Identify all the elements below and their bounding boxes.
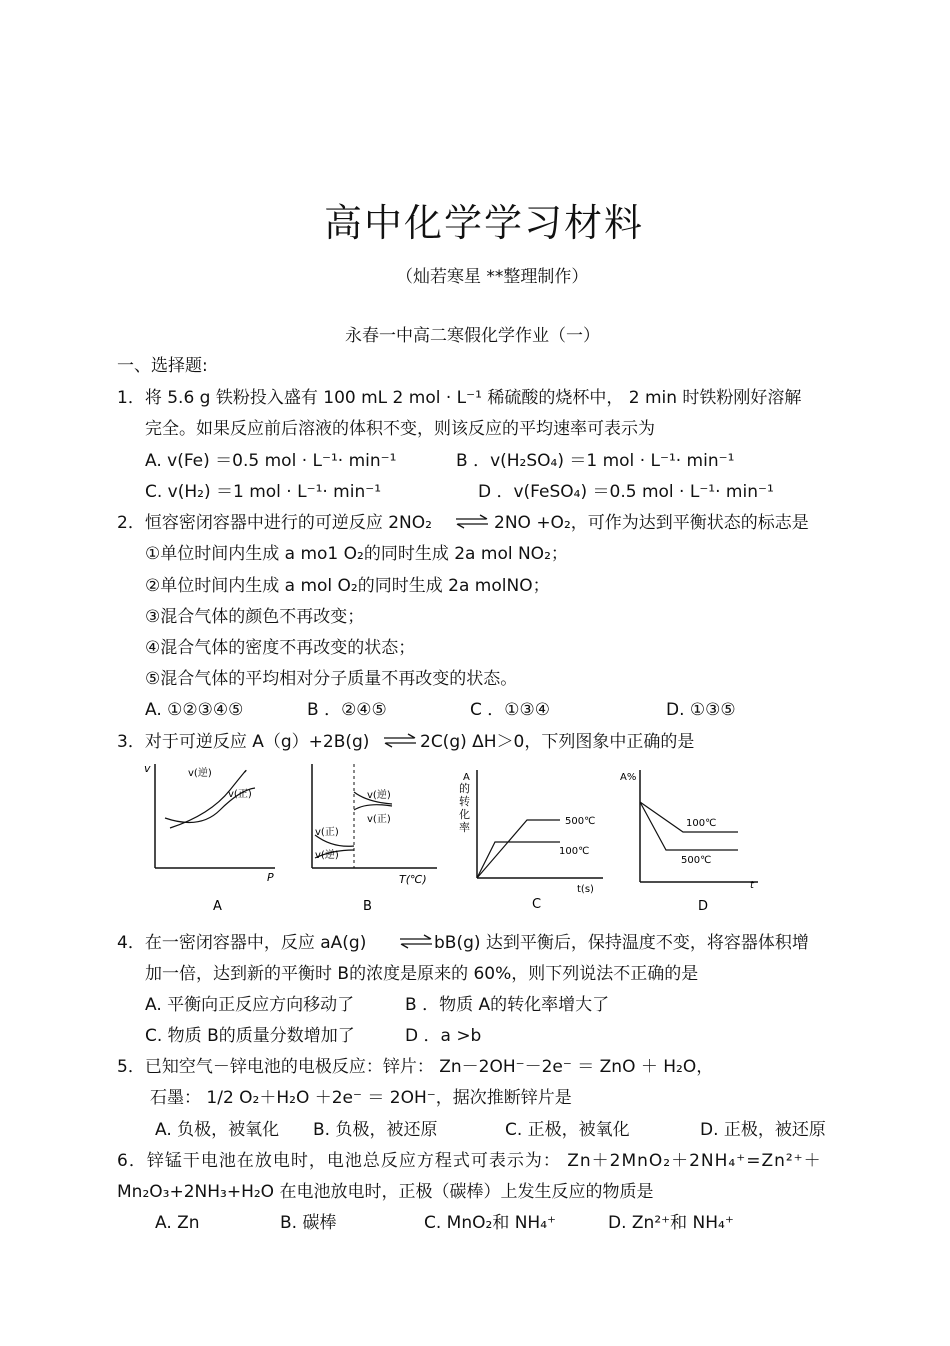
graph-a-caption: A: [213, 899, 222, 914]
q1-stem-1: 1．将 5.6 g 铁粉投入盛有 100 mL 2 mol · L⁻¹ 稀硫酸的烧杯中， 2 min 时铁粉刚好溶解: [117, 388, 802, 408]
graph-c-500-line: [477, 820, 560, 878]
svg-text:化: 化: [459, 808, 470, 821]
graph-b-fwd-label: v(正): [315, 827, 339, 838]
equilibrium-arrow-icon: [398, 932, 434, 950]
graph-a-y-label: v: [144, 762, 151, 775]
q6-option-d: D. Zn²⁺和 NH₄⁺: [608, 1213, 734, 1233]
q2-statement-2: ②单位时间内生成 a mol O₂的同时生成 2a molNO；: [145, 576, 550, 596]
graph-c-caption: C: [532, 897, 542, 912]
q4-stem-a: 4．在一密闭容器中，反应 aA(g): [117, 933, 367, 953]
graph-a-fwd-label: v(正): [228, 789, 252, 800]
q3-stem-a: 3．对于可逆反应 A（g）+2B(g): [117, 732, 370, 752]
q1-option-c: C. v(H₂) ＝1 mol · L⁻¹· min⁻¹: [145, 482, 382, 502]
equilibrium-arrow-icon: [382, 731, 418, 749]
q5-option-a: A. 负极，被氧化: [155, 1120, 280, 1140]
q6-stem-1: 6．锌锰干电池在放电时，电池总反应方程式可表示为： Zn＋2MnO₂＋2NH₄⁺=Zn²⁺＋: [117, 1151, 822, 1171]
q2-statement-5: ⑤混合气体的平均相对分子质量不再改变的状态。: [145, 669, 518, 689]
q1-option-a: A. v(Fe) ＝0.5 mol · L⁻¹· min⁻¹: [145, 451, 397, 471]
graph-c-100-label: 100℃: [559, 846, 590, 857]
q6-option-a: A. Zn: [155, 1213, 200, 1233]
graph-c: [455, 760, 605, 915]
assignment-title: 永春一中高二寒假化学作业（一）: [345, 326, 600, 346]
q2-statement-4: ④混合气体的密度不再改变的状态；: [145, 638, 416, 658]
graph-c-100-line: [477, 842, 560, 878]
q2-statement-3: ③混合气体的颜色不再改变；: [145, 607, 365, 627]
graph-a-x-label: P: [267, 871, 274, 884]
graph-b-fwd2-label: v(正): [367, 814, 391, 825]
graph-a-back-label: v(逆): [188, 768, 212, 779]
graph-c-x-label: t(s): [577, 884, 594, 895]
q5-option-d: D. 正极，被还原: [700, 1120, 826, 1140]
q4-option-a: A. 平衡向正反应方向移动了: [145, 995, 355, 1015]
graph-b-back-label: v(逆): [315, 850, 339, 861]
q2-option-d: D. ①③⑤: [666, 700, 736, 720]
graph-b-back2-label: v(逆): [367, 790, 391, 801]
q6-option-b: B. 碳棒: [280, 1213, 337, 1233]
graph-b-x-label: T(℃): [399, 873, 427, 886]
q4-stem-2: 加一倍，达到新的平衡时 B的浓度是原来的 60%，则下列说法不正确的是: [145, 964, 699, 984]
q2-stem-b: 2NO +O₂，可作为达到平衡状态的标志是: [494, 513, 809, 533]
q2-stem-a: 2．恒容密闭容器中进行的可逆反应 2NO₂: [117, 513, 432, 533]
q6-option-c: C. MnO₂和 NH₄⁺: [424, 1213, 557, 1233]
page-title: 高中化学学习材料: [324, 201, 645, 245]
svg-text:A: A: [463, 772, 470, 783]
q4-option-d: D ．a >b: [405, 1026, 482, 1046]
q2-option-a: A. ①②③④⑤: [145, 700, 244, 720]
q5-option-c: C. 正极，被氧化: [505, 1120, 630, 1140]
q5-option-b: B. 负极，被还原: [313, 1120, 438, 1140]
q4-option-b: B ．物质 A的转化率增大了: [405, 995, 610, 1015]
q4-option-c: C. 物质 B的质量分数增加了: [145, 1026, 355, 1046]
q1-stem-2: 完全。如果反应前后溶液的体积不变，则该反应的平均速率可表示为: [145, 419, 655, 439]
graph-c-500-label: 500℃: [565, 816, 596, 827]
q5-stem-2: 石墨： 1/2 O₂＋H₂O ＋2e⁻ ＝ 2OH⁻，据次推断锌片是: [150, 1088, 572, 1108]
graph-a: [140, 760, 285, 915]
svg-text:的: 的: [459, 782, 470, 795]
section-heading: 一、选择题:: [117, 356, 208, 376]
graph-d-caption: D: [698, 899, 709, 914]
graph-d: [618, 760, 768, 915]
q2-statement-1: ①单位时间内生成 a mo1 O₂的同时生成 2a mol NO₂；: [145, 544, 568, 564]
graph-b-caption: B: [363, 899, 372, 914]
q6-stem-2: Mn₂O₃+2NH₃+H₂O 在电池放电时，正极（碳棒）上发生反应的物质是: [117, 1182, 654, 1202]
q5-stem-1: 5．已知空气－锌电池的电极反应：锌片： Zn－2OH⁻－2e⁻ ＝ ZnO ＋ H₂O，: [117, 1057, 714, 1077]
graph-d-x-label: t: [750, 880, 754, 891]
q2-option-c: C ．①③④: [470, 700, 550, 720]
q2-option-b: B ．②④⑤: [307, 700, 387, 720]
q1-option-b: B ．v(H₂SO₄) ＝1 mol · L⁻¹· min⁻¹: [456, 451, 735, 471]
graph-d-y-label: A%: [620, 772, 637, 783]
q1-option-d: D ．v(FeSO₄) ＝0.5 mol · L⁻¹· min⁻¹: [478, 482, 774, 502]
graph-d-100-label: 100℃: [686, 818, 717, 829]
svg-text:转: 转: [459, 795, 470, 808]
svg-text:率: 率: [459, 821, 470, 834]
author-line: （灿若寒星 **整理制作）: [396, 267, 589, 287]
graph-b: [297, 760, 442, 915]
equilibrium-arrow-icon: [454, 512, 490, 530]
q4-stem-b: bB(g) 达到平衡后，保持温度不变，将容器体积增: [434, 933, 809, 953]
graph-d-500-label: 500℃: [681, 855, 712, 866]
q3-stem-b: 2C(g) ΔH＞0，下列图象中正确的是: [420, 732, 695, 752]
